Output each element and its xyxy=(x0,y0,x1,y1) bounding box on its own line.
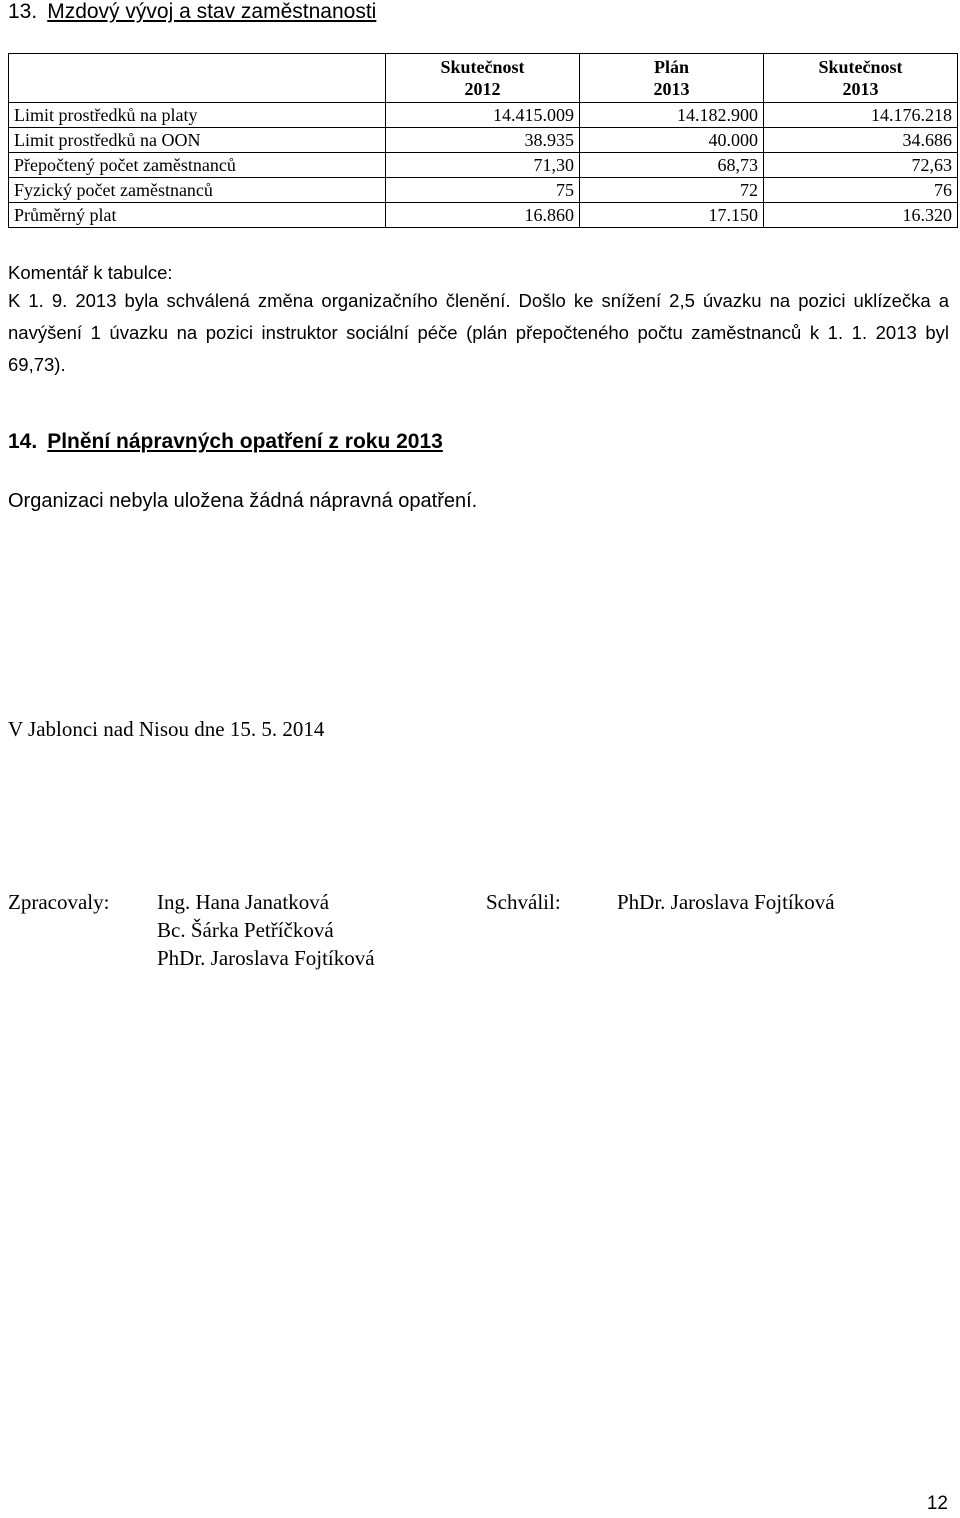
table-row xyxy=(9,203,958,228)
place-date: V Jablonci nad Nisou dne 15. 5. 2014 xyxy=(8,717,325,741)
section-14-heading xyxy=(8,430,443,454)
table-header-cell: Skutečnost 2013 xyxy=(764,54,958,103)
approved-by-name: PhDr. Jaroslava Fojtíková xyxy=(617,890,835,914)
table-row xyxy=(9,153,958,178)
cell-value: 14.176.218 xyxy=(764,103,958,128)
table-header-cell: Plán 2013 xyxy=(580,54,764,103)
prepared-by-name: Bc. Šárka Petříčková xyxy=(157,918,334,942)
section-number: 13. xyxy=(8,0,38,23)
approved-label: Schválil: xyxy=(486,890,561,914)
comment-text: K 1. 9. 2013 byla schválená změna organizačního členění. Došlo ke snížení 2,5 úvazku na pozici uklízečka a navýšení 1 úvazku na pozici instruktor sociální péče (plán přepočteného počtu zaměstnanců k 1. 1. 2013 byl 69,73). xyxy=(8,290,949,375)
row-label: Přepočtený počet zaměstnanců xyxy=(9,153,386,178)
table-header-row xyxy=(9,54,958,103)
cell-value: 16.860 xyxy=(386,203,580,228)
table-header-cell xyxy=(9,54,386,103)
row-label: Limit prostředků na platy xyxy=(9,103,386,128)
wage-employment-table xyxy=(8,53,958,228)
cell-value: 76 xyxy=(764,178,958,203)
cell-value: 68,73 xyxy=(580,153,764,178)
section-title: Plnění nápravných opatření z roku 2013 xyxy=(47,430,443,453)
row-label: Průměrný plat xyxy=(9,203,386,228)
cell-value: 38.935 xyxy=(386,128,580,153)
prepared-label: Zpracovaly: xyxy=(8,890,110,914)
comment-label: Komentář k tabulce: xyxy=(8,262,173,283)
cell-value: 14.415.009 xyxy=(386,103,580,128)
row-label: Limit prostředků na OON xyxy=(9,128,386,153)
table-header-cell: Skutečnost 2012 xyxy=(386,54,580,103)
prepared-by-name: Ing. Hana Janatková xyxy=(157,890,330,914)
section-number: 14. xyxy=(8,430,38,453)
cell-value: 75 xyxy=(386,178,580,203)
cell-value: 34.686 xyxy=(764,128,958,153)
cell-value: 14.182.900 xyxy=(580,103,764,128)
cell-value: 71,30 xyxy=(386,153,580,178)
row-label: Fyzický počet zaměstnanců xyxy=(9,178,386,203)
page-number: 12 xyxy=(926,1493,948,1514)
table-row xyxy=(9,178,958,203)
section-title: Mzdový vývoj a stav zaměstnanosti xyxy=(47,0,377,23)
prepared-by-name: PhDr. Jaroslava Fojtíková xyxy=(157,946,375,970)
cell-value: 16.320 xyxy=(764,203,958,228)
prepared-by-list xyxy=(157,888,375,972)
cell-value: 17.150 xyxy=(580,203,764,228)
cell-value: 72,63 xyxy=(764,153,958,178)
cell-value: 40.000 xyxy=(580,128,764,153)
section-14-text: Organizaci nebyla uložena žádná nápravná opatření. xyxy=(8,490,478,512)
section-13-heading xyxy=(8,0,376,24)
table-row xyxy=(9,103,958,128)
table-row xyxy=(9,128,958,153)
cell-value: 72 xyxy=(580,178,764,203)
